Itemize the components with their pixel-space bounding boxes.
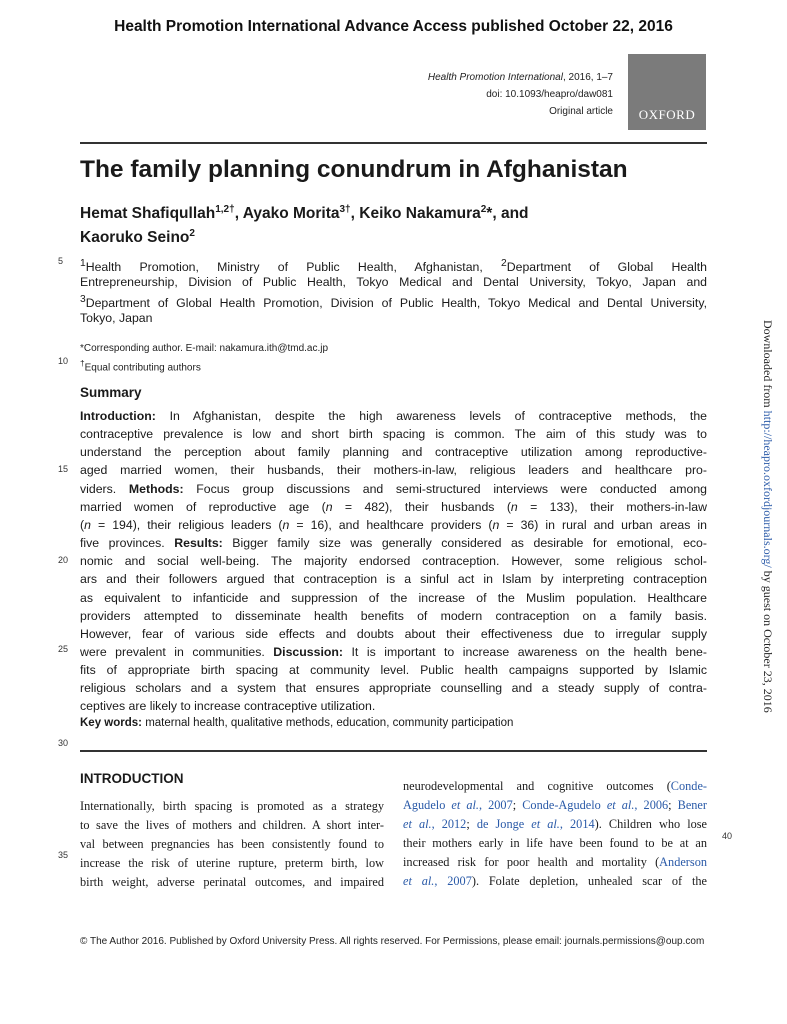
summary-line — [80, 516, 707, 534]
text-run: their mothers early in life have been found to be at an — [403, 836, 707, 850]
author-separator: , — [234, 205, 243, 223]
author-separator: , — [350, 205, 360, 223]
citation-link[interactable]: et al. — [403, 874, 435, 888]
text-run: birth weight, adverse perinatal outcomes, and impaired — [80, 875, 384, 889]
text-run: neurodevelopmental and cognitive outcomes ( — [403, 779, 671, 793]
summary-line — [80, 407, 707, 425]
keywords — [80, 717, 513, 729]
title-rule — [80, 142, 707, 144]
author-affiliation-marker: 3† — [339, 204, 351, 215]
column-line — [80, 835, 384, 854]
summary-line — [80, 534, 707, 552]
column-line — [403, 815, 707, 834]
line-number: 20 — [58, 555, 69, 565]
bold-run: Methods: — [128, 481, 184, 496]
text-run: = 36) in rural and urban areas in — [499, 517, 707, 532]
text-run: aged married women, their husbands, their mothers-in-law, religious leaders and healthcare pro- — [80, 463, 707, 478]
corresponding-author-note: *Corresponding author. E-mail: nakamura.ith@tmd.ac.jp — [80, 343, 329, 354]
intro-left-column — [80, 797, 384, 892]
citation-link[interactable]: , 2007 — [479, 798, 513, 812]
corresponding-marker: * — [486, 205, 493, 223]
citation-link[interactable]: , 2006 — [634, 798, 669, 812]
summary-line — [80, 661, 707, 679]
citation-link[interactable]: Anderson — [659, 855, 707, 869]
text-run: religious scholars and a system that ensures appropriate counselling and a steady supply of contra- — [80, 681, 707, 696]
journal-citation — [428, 70, 613, 85]
line-number: 15 — [58, 464, 69, 474]
copyright-footer: © The Author 2016. Published by Oxford University Press. All rights reserved. For Permissions, please email: journals.permissions@oup.com — [80, 936, 705, 947]
author-name: Keiko Nakamura — [359, 205, 481, 223]
citation-link[interactable]: de Jonge — [476, 817, 532, 831]
column-line — [80, 816, 384, 835]
author-affiliation-marker: 2 — [189, 228, 195, 240]
summary-line — [80, 589, 707, 607]
affiliation-text: Department of Global Health Promotion, Division of Public Health, Tokyo Medical and Dental University, — [85, 296, 707, 311]
bold-run: Discussion: — [273, 644, 343, 659]
citation-link[interactable]: , 2007 — [434, 874, 472, 888]
doi[interactable]: doi: 10.1093/heapro/daw081 — [486, 89, 613, 100]
text-run: increase the risk of uterine rupture, preterm birth, low — [80, 856, 384, 870]
download-link[interactable]: http://heapro.oxfordjournals.org/ — [761, 410, 775, 568]
author-name: Hemat Shafiqullah — [80, 205, 216, 223]
text-run: nomic and social well-being. The majority endorsed contraception. However, some religious schol- — [80, 554, 707, 569]
bold-run: Results: — [174, 536, 223, 551]
italic-run: n — [282, 517, 290, 532]
text-run: ; — [668, 798, 678, 812]
citation-link[interactable]: Bener — [677, 798, 707, 812]
column-line — [403, 853, 707, 872]
summary-line — [80, 461, 707, 479]
equal-contribution-note — [80, 358, 201, 373]
author-line-1 — [80, 200, 529, 224]
advance-access-banner: Health Promotion International Advance Access published October 22, 2016 — [114, 18, 673, 35]
text-run: understand the perception about family planning and contraceptive utilization among reproductive- — [80, 445, 707, 460]
summary-line — [80, 607, 707, 625]
citation-link[interactable]: et al. — [451, 798, 479, 812]
summary-rule — [80, 750, 707, 752]
italic-run: n — [492, 517, 500, 532]
text-run: ceptives are likely to increase contraceptive utilization. — [80, 699, 376, 714]
line-number: 25 — [58, 644, 69, 654]
summary-line — [80, 498, 707, 516]
italic-run: n — [510, 499, 518, 514]
summary-line — [80, 425, 707, 443]
oxford-logo — [628, 54, 706, 130]
affiliation-line — [80, 273, 707, 291]
summary-line — [80, 480, 707, 498]
summary-line — [80, 570, 707, 588]
column-line — [80, 873, 384, 892]
italic-run: n — [325, 499, 333, 514]
text-run: as equivalent to infanticide and suppression of the increase of the Muslim population. Healthcare — [80, 590, 707, 605]
text-run: = 194), their religious leaders ( — [90, 517, 283, 532]
text-run: fits of appropriate birth spacing at community level. Public health campaigns supported by Islamic — [80, 663, 707, 678]
affiliation-text: Entrepreneurship, Division of Public Health, Tokyo Medical and Dental University, Tokyo, Japan and — [80, 275, 707, 289]
column-line — [80, 797, 384, 816]
text-run: ). Folate depletion, unhealed scar of the — [471, 874, 707, 888]
text-run: married women of reproductive age ( — [80, 499, 326, 514]
download-suffix: by guest on October 23, 2016 — [761, 567, 775, 713]
text-run: increased risk for poor health and mortality ( — [403, 855, 660, 869]
summary-line — [80, 643, 707, 661]
article-type: Original article — [549, 106, 613, 117]
text-run: contraceptive prevalence is low and short birth spacing is common. The aim of this study was to — [80, 427, 707, 442]
text-run: to save the lives of mothers and children. A short inter- — [80, 818, 384, 832]
author-separator: , and — [492, 205, 529, 223]
affiliation-text: Department of Global Health — [506, 260, 707, 275]
citation-link[interactable]: , 2014 — [559, 817, 595, 831]
citation-link[interactable]: et al. — [403, 817, 432, 831]
text-run: viders. — [80, 481, 129, 496]
article-title: The family planning conundrum in Afghanistan — [80, 156, 628, 183]
text-run: However, fear of various side effects and doubts about their effectiveness due to irregular supply — [80, 626, 707, 641]
column-line — [403, 872, 707, 891]
affiliation-text: Health Promotion, Ministry of Public Health, Afghanistan, — [85, 260, 502, 275]
journal-name: Health Promotion International — [427, 72, 563, 83]
column-line — [80, 854, 384, 873]
intro-right-column — [403, 777, 707, 891]
text-run: Internationally, birth spacing is promoted as a strategy — [80, 799, 384, 813]
text-run: ). Children who lose — [594, 817, 708, 831]
keywords-label: Key words: — [80, 717, 142, 729]
text-run: five provinces. — [80, 536, 175, 551]
oxford-logo-text: OXFORD — [638, 107, 696, 122]
introduction-heading: INTRODUCTION — [80, 771, 184, 786]
summary-heading: Summary — [80, 385, 142, 400]
column-line — [403, 777, 707, 796]
citation-link[interactable]: Conde- — [670, 779, 707, 793]
line-number: 30 — [58, 738, 69, 748]
download-prefix: Downloaded from — [761, 320, 775, 411]
text-run: In Afghanistan, despite the high awareness levels of contraceptive methods, the — [155, 409, 707, 423]
author-affiliation-marker: 2 — [480, 204, 487, 215]
text-run: val between pregnancies has been consistently found to — [80, 837, 384, 851]
column-line — [403, 834, 707, 853]
line-number: 10 — [58, 356, 69, 366]
text-run: It is important to increase awareness on the health bene- — [343, 644, 707, 659]
citation-link[interactable]: et al. — [606, 798, 635, 812]
text-run: = 133), their mothers-in-law — [517, 499, 707, 514]
dagger-symbol: † — [80, 358, 85, 368]
line-number: 35 — [58, 850, 69, 860]
citation-link[interactable]: , 2012 — [431, 817, 467, 831]
bold-run: Introduction: — [80, 409, 156, 423]
column-line — [403, 796, 707, 815]
author-name: Ayako Morita — [242, 205, 340, 223]
text-run: Bigger family size was generally considered as desirable for emotional, eco- — [222, 536, 707, 551]
text-run: ; — [466, 817, 477, 831]
summary-line — [80, 552, 707, 570]
journal-year-pages: , 2016, 1–7 — [562, 72, 613, 83]
download-sidebar — [760, 320, 775, 713]
citation-link[interactable]: et al. — [531, 817, 560, 831]
line-number: 5 — [58, 256, 64, 266]
text-run: providers attempted to disseminate health benefits of modern contraception on a family basis. — [80, 608, 707, 623]
summary-line — [80, 679, 707, 697]
text-run: ars and their followers argued that contraception is a sinful act in Islam by interpreting contraception — [80, 572, 707, 587]
summary-line — [80, 443, 707, 461]
text-run: Focus group discussions and semi-structured interviews were conducted among — [183, 481, 707, 496]
text-run: ; — [512, 798, 523, 812]
affiliation-marker: 2 — [501, 258, 507, 269]
text-run: = 482), their husbands ( — [332, 499, 511, 514]
text-run: ( — [80, 517, 85, 532]
affiliation-line — [80, 309, 707, 327]
affiliation-marker: 1 — [80, 258, 86, 269]
author-list — [80, 200, 529, 248]
italic-run: n — [84, 517, 91, 532]
citation-link[interactable]: Conde-Agudelo — [522, 798, 607, 812]
summary-line — [80, 625, 707, 643]
citation-link[interactable]: Agudelo — [403, 798, 452, 812]
keywords-text: maternal health, qualitative methods, education, community participation — [142, 717, 514, 729]
line-number: 40 — [722, 831, 733, 841]
affiliation-marker: 3 — [80, 294, 86, 305]
text-run: = 16), and healthcare providers ( — [289, 517, 493, 532]
equal-contribution-text: Equal contributing authors — [84, 362, 201, 374]
author-affiliation-marker: 1,2† — [215, 204, 235, 215]
author-name: Kaoruko Seino — [80, 229, 190, 247]
affiliation-text: Tokyo, Japan — [80, 311, 153, 325]
summary-line — [80, 697, 707, 715]
text-run: were prevalent in communities. — [80, 644, 274, 659]
author-line-2 — [80, 224, 529, 248]
